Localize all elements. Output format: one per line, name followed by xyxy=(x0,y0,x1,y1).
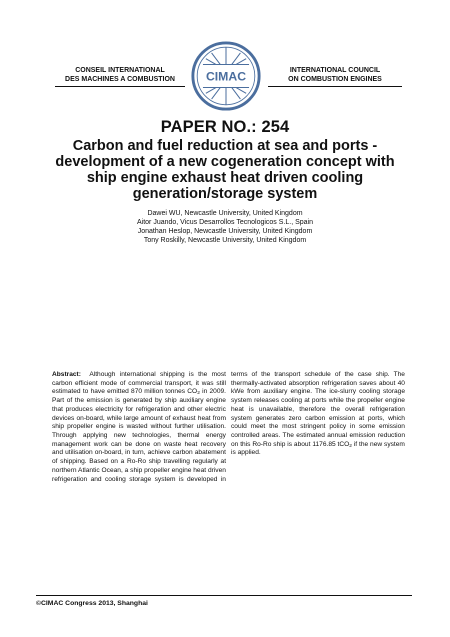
abstract-text-part2: controlled xyxy=(231,432,260,440)
abstract-text-part2: refrigeration xyxy=(52,475,88,483)
abstract-text-part3: applied. xyxy=(237,449,261,457)
abstract-text-part1: transport, xyxy=(164,379,193,387)
abstract-text-part2: at xyxy=(220,458,227,466)
abstract-text-part2: while xyxy=(328,397,344,405)
abstract-text-part2: Ro-Ro xyxy=(126,458,147,466)
abstract-text-part2: shipping. xyxy=(60,458,87,466)
council-name-french xyxy=(45,66,195,84)
abstract-text-part2: ice-slurry xyxy=(329,388,357,396)
abstract-text-part1: million xyxy=(144,388,163,396)
abstract-text-part2: of xyxy=(66,397,73,405)
abstract-text-part2: carbon xyxy=(305,414,326,422)
author-list xyxy=(0,209,450,245)
abstract-text-part2: The xyxy=(282,432,294,440)
author-line: Tony Roskilly, Newcastle University, United Kingdom xyxy=(143,237,307,244)
abstract-text-part2: propeller xyxy=(67,423,93,431)
abstract-text-part2: from xyxy=(212,414,226,422)
abstract-text-part2: developed xyxy=(187,475,218,483)
abstract-text-part2: Ro-Ro xyxy=(252,440,272,448)
abstract-text-part2: wasted xyxy=(126,423,148,431)
abstract-text-part1: to xyxy=(82,388,89,396)
abstract-text-part2: the xyxy=(74,397,85,405)
abstract-text-part1: Although xyxy=(89,371,116,378)
abstract-text-part2: storage xyxy=(129,475,152,483)
abstract-text-part2: the xyxy=(345,397,356,405)
abstract-text-part1: it xyxy=(195,379,199,387)
abstract-text-part2: thermal xyxy=(177,432,200,440)
abstract-text-part2: heat xyxy=(231,405,244,413)
abstract-text-part1: estimated xyxy=(52,388,81,396)
abstract-text-part2: energy xyxy=(205,432,226,440)
abstract-text-part2: engine xyxy=(95,423,116,431)
abstract-text-part1: shipping xyxy=(160,371,185,378)
abstract-text-part1: efficient xyxy=(75,379,98,387)
abstract-text-part2: absorption xyxy=(288,379,320,387)
abstract-text-part2: further xyxy=(174,423,194,431)
council-name-english-line1: INTERNATIONAL COUNCIL xyxy=(289,67,381,74)
abstract-text-part2: in xyxy=(220,475,226,483)
abstract-text-part2: saves xyxy=(359,379,377,387)
abstract-text-part3: if xyxy=(353,440,358,448)
abstract-text-part2: refrigeration xyxy=(135,405,172,413)
abstract-text-part2: unavailable, xyxy=(258,405,295,413)
abstract-text-part2: cooling xyxy=(104,475,126,483)
abstract-text-part2: carbon xyxy=(172,449,193,457)
abstract-text-part2: 2009. xyxy=(209,388,227,396)
abstract-text-part2: electricity xyxy=(95,405,123,413)
council-name-english-line2: ON COMBUSTION ENGINES xyxy=(288,76,382,83)
abstract-text-part2: ship. xyxy=(375,371,390,378)
header-rule-right xyxy=(268,86,402,87)
abstract-text-part2: for xyxy=(125,405,134,413)
header-rule-left xyxy=(55,86,185,87)
title-line: ship engine exhaust heat driven cooling xyxy=(86,170,364,186)
abstract-text-part2: driven xyxy=(207,466,226,474)
abstract-text-part2: produces xyxy=(65,405,93,413)
abstract-text-part2: achieve xyxy=(147,449,171,457)
abstract-text-part3: new xyxy=(370,440,383,448)
abstract-text-part2: estimated xyxy=(296,432,325,440)
abstract-text-part2: of xyxy=(52,458,58,466)
abstract-text-part2: a xyxy=(120,458,125,466)
abstract-text-part2: recovery xyxy=(200,440,226,448)
abstract-text-part1: 870 xyxy=(131,388,143,396)
abstract-text-part2: stringent xyxy=(300,423,326,431)
abstract-text-part2: generates xyxy=(255,414,285,422)
abstract-text-part2: utilisation xyxy=(65,449,93,457)
abstract-text-part2: generated xyxy=(122,397,153,405)
cimac-logo xyxy=(190,40,262,112)
title-line: generation/storage system xyxy=(132,186,318,202)
abstract-text-part2: cooling xyxy=(359,388,380,396)
abstract-text-part3: is xyxy=(231,449,236,457)
abstract-text-part2: refrigeration xyxy=(321,379,357,387)
abstract-text-part2: ship xyxy=(273,440,286,448)
abstract-text-part2: meet xyxy=(250,423,266,431)
abstract-text-part2: Through xyxy=(52,432,77,440)
abstract-text-part1: of xyxy=(119,379,126,387)
abstract-label: Abstract: xyxy=(52,371,81,378)
abstract-text-part2: of xyxy=(164,414,171,422)
abstract-text-part2: heat xyxy=(193,466,207,474)
abstract-text-part2: areas. xyxy=(261,432,281,440)
abstract-text-part2: is xyxy=(249,405,254,413)
abstract-text-part2: Based xyxy=(89,458,108,466)
abstract-text-part2: on xyxy=(231,440,239,448)
abstract-text-part2: 1176.85 xyxy=(312,440,336,448)
abstract-text-part2: about xyxy=(293,440,311,448)
abstract-text-part2: overall xyxy=(345,405,365,413)
abstract-text-part1: was xyxy=(201,379,214,387)
abstract-text-part2: ship xyxy=(148,458,161,466)
abstract-text-part2: cooling xyxy=(281,397,303,405)
abstract-text-part2: at xyxy=(358,414,365,422)
abstract-text-part1: carbon xyxy=(52,379,73,387)
abstract-text-part2: which xyxy=(388,414,405,422)
abstract-text-part2: in xyxy=(350,423,356,431)
abstract-text-part2: engine xyxy=(171,466,192,474)
abstract-text-part2: ports xyxy=(311,397,327,405)
abstract-text-part2: work xyxy=(93,440,108,448)
abstract-text-part2: auxiliary xyxy=(179,397,204,405)
abstract-text-part2: on-board, xyxy=(94,449,123,457)
abstract-text-part2: engine xyxy=(385,397,405,405)
abstract-text-part2: schedule xyxy=(304,371,331,378)
abstract-text-part2: travelling xyxy=(163,458,190,466)
abstract-text-part2: by xyxy=(155,397,162,405)
abstract-text-part2: is xyxy=(287,440,293,448)
abstract-text-part2: while xyxy=(106,414,122,422)
abstract-text-part2: Ocean, xyxy=(101,466,123,474)
abstract-text-part2: electric xyxy=(205,405,226,413)
abstract-text-part2: annual xyxy=(327,432,348,440)
author-line: Dawei WU, Newcastle University, United Kingdom xyxy=(147,210,303,217)
abstract-text-part2: kWe xyxy=(231,388,245,396)
abstract-text-part2: be xyxy=(124,440,133,448)
abstract-text-part2: emission xyxy=(349,432,376,440)
abstract-text-part2: other xyxy=(187,405,203,413)
abstract-text-part2: this xyxy=(240,440,251,448)
abstract-text-part2: on xyxy=(110,458,118,466)
abstract-text-part2: auxiliary xyxy=(263,388,288,396)
logo-lettering: CIMAC xyxy=(205,69,247,84)
abstract-text-part2: tCO xyxy=(337,440,350,448)
abstract-text-part2: Atlantic xyxy=(78,466,100,474)
abstract-text-part2: exhaust xyxy=(172,414,196,422)
abstract-text-part2: emission xyxy=(328,414,355,422)
abstract-text-part2: and xyxy=(90,475,102,483)
abstract-text-part2: ship xyxy=(164,397,177,405)
abstract-text-part3: the xyxy=(359,440,369,448)
abstract-text-part2: is xyxy=(118,423,124,431)
abstract-text-part1: international xyxy=(119,371,156,378)
author-line: Aitor Juando, Vicus Desarrollos Tecnologicos S.L., Spain xyxy=(136,219,313,226)
abstract-text-part2: northern xyxy=(52,466,77,474)
abstract-text-part2: Part xyxy=(52,397,65,405)
abstract-text-part2: done xyxy=(135,440,151,448)
abstract-text-part2: system xyxy=(154,475,176,483)
abstract-text-part2: utilisation. xyxy=(196,423,226,431)
footer-copyright: ©CIMAC Congress 2013, Shanghai xyxy=(36,600,148,607)
co2-base: CO xyxy=(187,388,198,396)
abstract-text-part2: The xyxy=(393,371,405,378)
abstract-text-part2: waste xyxy=(164,440,182,448)
abstract-text-part2: engine xyxy=(206,397,226,405)
abstract-text-part2: terms xyxy=(231,371,248,378)
abstract-text-part2: can xyxy=(110,440,122,448)
council-name-english xyxy=(260,66,410,84)
abstract-text-part2: turn, xyxy=(132,449,146,457)
paper-number: PAPER NO.: 254 xyxy=(160,118,290,136)
abstract-text-part1: is xyxy=(188,371,194,378)
abstract-text-part2: emission xyxy=(86,397,113,405)
abstract-text-part2: propeller xyxy=(144,466,170,474)
abstract-text-part2: in xyxy=(202,388,208,396)
abstract-text-part2: in xyxy=(125,449,131,457)
abstract-text-part2: the xyxy=(330,405,341,413)
abstract-text-part2: 40 xyxy=(397,379,405,387)
abstract-text-part2: ports, xyxy=(367,414,385,422)
abstract-text-part1: still xyxy=(216,379,226,387)
abstract-text-part2: thermally-activated xyxy=(231,379,287,387)
title-line: development of a new cogeneration concept with xyxy=(55,154,395,170)
abstract-text-part1: the xyxy=(198,371,208,378)
abstract-text-part2: management xyxy=(52,440,91,448)
council-name-french-line2: DES MACHINES A COMBUSTION xyxy=(65,76,175,83)
abstract-column-right xyxy=(231,371,405,458)
abstract-text-part2: reduction xyxy=(377,432,405,440)
abstract-text-part2: system xyxy=(231,397,252,405)
abstract-text-part2: on-board, xyxy=(76,414,105,422)
abstract-text-part2: from xyxy=(247,388,261,396)
abstract-text-part2: heat xyxy=(197,414,211,422)
author-line: Jonathan Heslop, Newcastle University, United Kingdom xyxy=(137,228,313,235)
abstract-text-part2: therefore xyxy=(299,405,326,413)
abstract-text-part1: mode xyxy=(100,379,118,387)
footer-rule xyxy=(36,595,412,596)
abstract-text-part2: a xyxy=(124,466,129,474)
abstract-text-part2: large xyxy=(124,414,139,422)
abstract-text-part2: at xyxy=(304,397,310,405)
abstract-text-part2: the xyxy=(261,371,271,378)
abstract-text-part2: system xyxy=(231,414,252,422)
abstract-text-part1: tonnes xyxy=(165,388,186,396)
abstract-text-part2: on xyxy=(153,440,161,448)
abstract-text-part2: zero xyxy=(288,414,302,422)
abstract-text-part2: releases xyxy=(254,397,279,405)
abstract-text-part2: the xyxy=(269,423,279,431)
abstract-text-part2: amount xyxy=(140,414,163,422)
abstract-text-part2: case xyxy=(357,371,372,378)
abstract-text-part2: engine. xyxy=(290,388,313,396)
abstract-text-part1: commercial xyxy=(128,379,162,387)
abstract-text-part2: technologies, xyxy=(132,432,172,440)
abstract-text-part2: ship xyxy=(130,466,143,474)
abstract-text-part2: devices xyxy=(52,414,75,422)
abstract-text-part1: emitted xyxy=(107,388,129,396)
co2-subscript: 2 xyxy=(197,391,200,397)
abstract-text-part2: and xyxy=(173,405,185,413)
abstract-text-part1: have xyxy=(90,388,105,396)
council-name-french-line1: CONSEIL INTERNATIONAL xyxy=(75,67,165,74)
abstract-text-part3: system xyxy=(384,440,405,448)
abstract-text-part2: about xyxy=(378,379,396,387)
abstract-text-part2: the xyxy=(344,371,354,378)
abstract-text-part2: of xyxy=(334,371,341,378)
abstract-text-part2: is xyxy=(115,397,121,405)
abstract-text-part2: storage xyxy=(383,388,405,396)
abstract-column-left xyxy=(52,371,226,484)
abstract-text-part2: could xyxy=(231,423,247,431)
abstract-text-part2: of xyxy=(251,371,258,378)
paper-title xyxy=(30,138,420,202)
abstract-text-part2: is xyxy=(178,475,184,483)
abstract-text-part2: emission xyxy=(378,423,405,431)
abstract-text-part1: most xyxy=(211,371,226,378)
abstract-text-part2: and xyxy=(52,449,64,457)
abstract-text-part2: some xyxy=(359,423,376,431)
abstract-text-part2: abatement xyxy=(194,449,226,457)
abstract-text-part2: applying xyxy=(82,432,108,440)
abstract-text-part2: transport xyxy=(274,371,301,378)
abstract-text-part2: that xyxy=(52,405,63,413)
abstract-text-part2: propeller xyxy=(357,397,383,405)
title-line: Carbon and fuel reduction at sea and ports - xyxy=(72,138,378,154)
co2-subscript: 2 xyxy=(349,443,352,449)
abstract-text-part2: heat xyxy=(184,440,198,448)
abstract-text-part2: new xyxy=(113,432,126,440)
abstract-text-part2: most xyxy=(282,423,297,431)
abstract-text-part2: policy xyxy=(329,423,347,431)
abstract-text-part2: without xyxy=(150,423,172,431)
abstract-text-part2: refrigeration xyxy=(369,405,405,413)
abstract-text-part2: The xyxy=(314,388,327,396)
abstract-text-part2: regularly xyxy=(192,458,218,466)
abstract-text-part2: ship xyxy=(52,423,65,431)
